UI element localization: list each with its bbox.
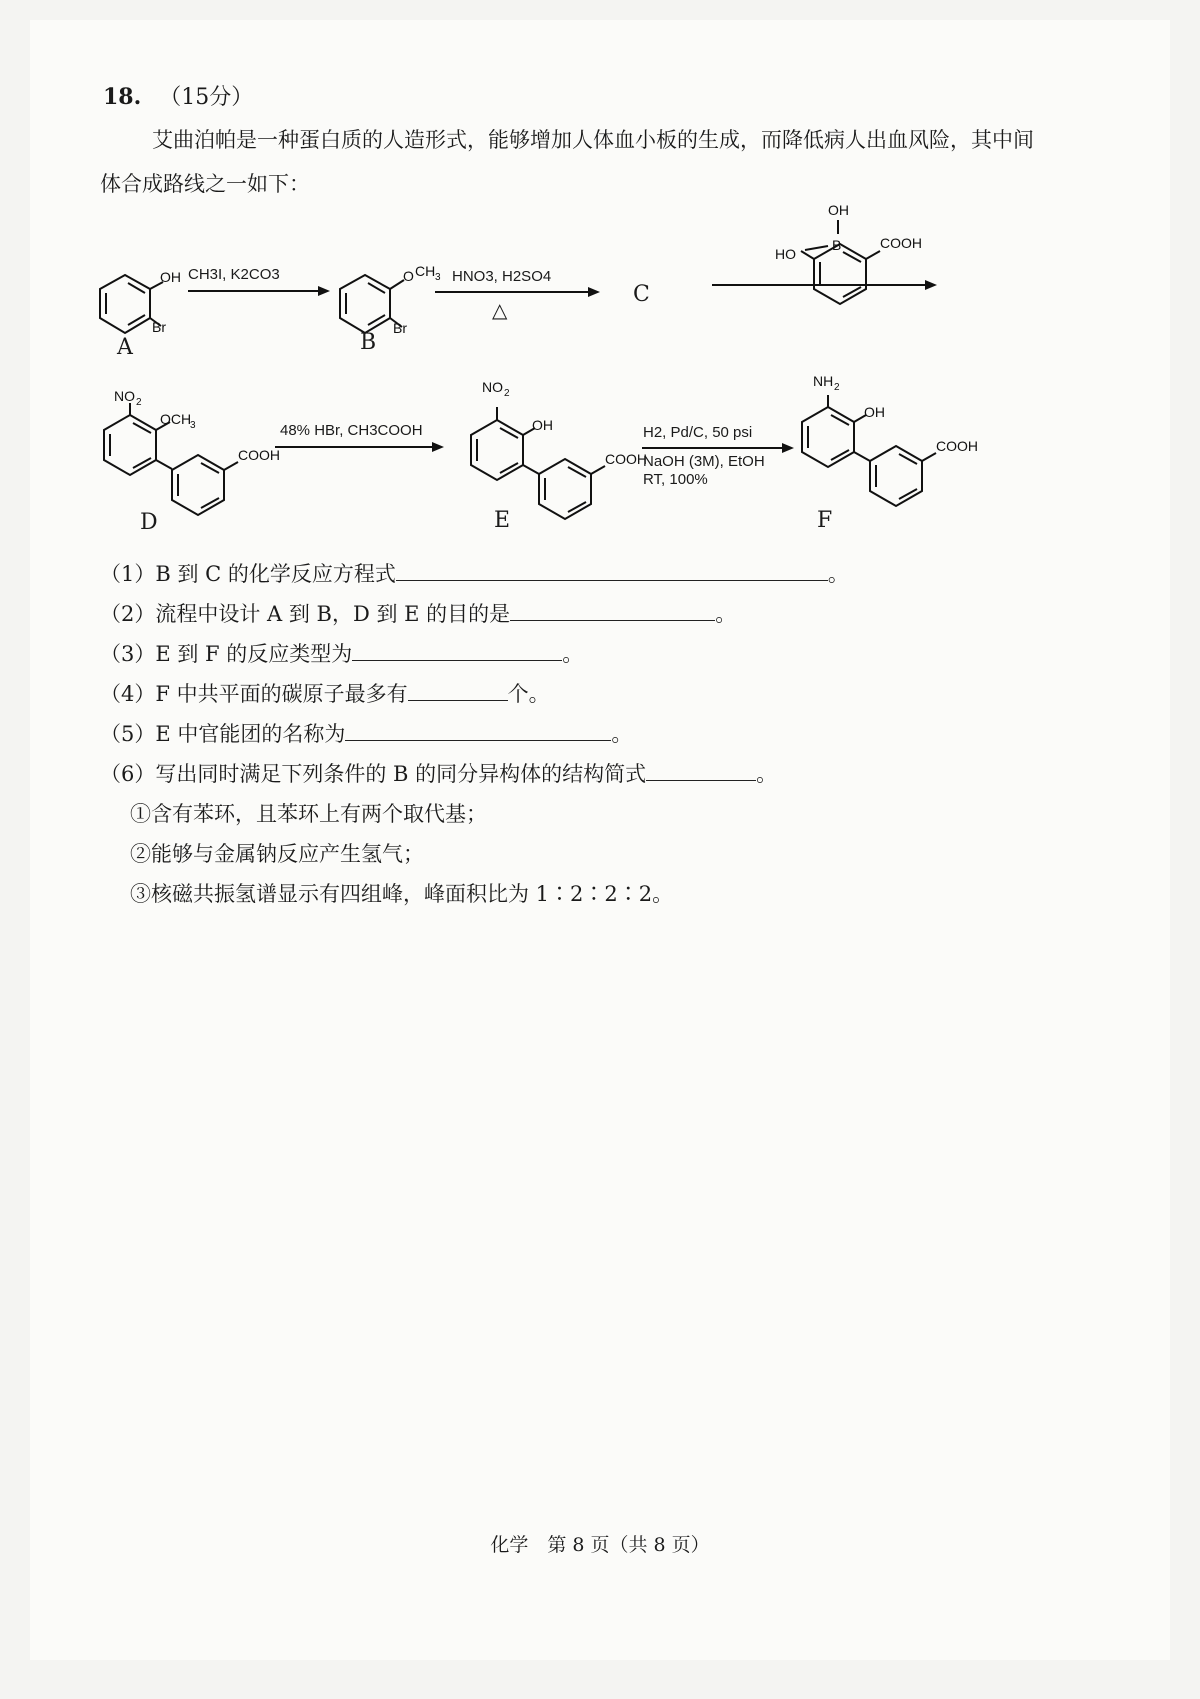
svg-text:3: 3: [435, 272, 441, 283]
svg-text:OCH: OCH: [160, 411, 192, 427]
svg-text:CH: CH: [415, 263, 436, 279]
subquestion-2: （2）流程中设计 A 到 B，D 到 E 的目的是 。: [100, 602, 737, 626]
svg-text:NH: NH: [813, 373, 834, 389]
condition-3: ③核磁共振氢谱显示有四组峰，峰面积比为 1∶2∶2∶2。: [130, 882, 674, 906]
answer-blank-6[interactable]: [646, 760, 756, 781]
subquestion-3: （3）E 到 F 的反应类型为 。: [100, 642, 584, 666]
synthesis-scheme: [0, 0, 1200, 580]
answer-blank-3[interactable]: [352, 640, 562, 661]
reagent-e-f-3: RT, 100%: [643, 471, 708, 488]
svg-text:OH: OH: [828, 202, 849, 218]
svg-text:COOH: COOH: [605, 451, 647, 467]
svg-text:NO: NO: [114, 388, 135, 404]
question-intro: 艾曲泊帕是一种蛋白质的人造形式，能够增加人体血小板的生成，而降低病人出血风险，其中间体合成路线之一如下：: [100, 128, 1034, 196]
condition-1: ①含有苯环，且苯环上有两个取代基；: [130, 802, 487, 826]
structure-boronic-acid: [801, 244, 880, 304]
page-footer: 化学 第 8 页（共 8 页）: [490, 1534, 710, 1556]
compound-label-c: C: [633, 282, 650, 307]
answer-blank-5[interactable]: [345, 720, 611, 741]
svg-text:2: 2: [136, 397, 142, 408]
question-number: 18. （15分）: [103, 84, 254, 110]
subquestion-1: （1）B 到 C 的化学反应方程式 。: [100, 562, 849, 586]
compound-label-a: A: [117, 335, 133, 360]
compound-label-b: B: [360, 330, 377, 355]
svg-text:NO: NO: [482, 379, 503, 395]
svg-text:OH: OH: [160, 269, 181, 285]
compound-label-e: E: [494, 508, 511, 533]
reagent-b-c-heat: △: [492, 300, 508, 322]
svg-text:HO: HO: [775, 246, 796, 262]
svg-text:Br: Br: [152, 319, 166, 335]
svg-text:OH: OH: [532, 417, 553, 433]
svg-text:OH: OH: [864, 404, 885, 420]
reagent-d-e: 48% HBr, CH3COOH: [280, 422, 423, 439]
reagent-a-b: CH3I, K2CO3: [188, 266, 280, 283]
compound-label-f: F: [817, 508, 833, 533]
subquestion-4: （4）F 中共平面的碳原子最多有 个。: [100, 682, 550, 706]
svg-text:3: 3: [190, 420, 196, 431]
compound-label-d: D: [140, 510, 158, 535]
subquestion-6: （6）写出同时满足下列条件的 B 的同分异构体的结构简式 。: [100, 762, 778, 786]
svg-text:Br: Br: [393, 320, 407, 336]
answer-blank-2[interactable]: [510, 600, 715, 621]
svg-text:2: 2: [834, 382, 840, 393]
reagent-e-f-1: H2, Pd/C, 50 psi: [643, 424, 753, 441]
reagent-b-c: HNO3, H2SO4: [452, 268, 552, 285]
svg-text:2: 2: [504, 388, 510, 399]
condition-2: ②能够与金属钠反应产生氢气；: [130, 842, 424, 866]
svg-text:COOH: COOH: [936, 438, 978, 454]
svg-text:COOH: COOH: [238, 447, 280, 463]
subquestion-5: （5）E 中官能团的名称为 。: [100, 722, 633, 746]
answer-blank-1[interactable]: [396, 560, 828, 581]
svg-text:O: O: [403, 268, 414, 284]
svg-text:COOH: COOH: [880, 235, 922, 251]
answer-blank-4[interactable]: [408, 680, 508, 701]
reagent-e-f-2: NaOH (3M), EtOH: [643, 453, 765, 470]
svg-text:B: B: [832, 237, 842, 253]
